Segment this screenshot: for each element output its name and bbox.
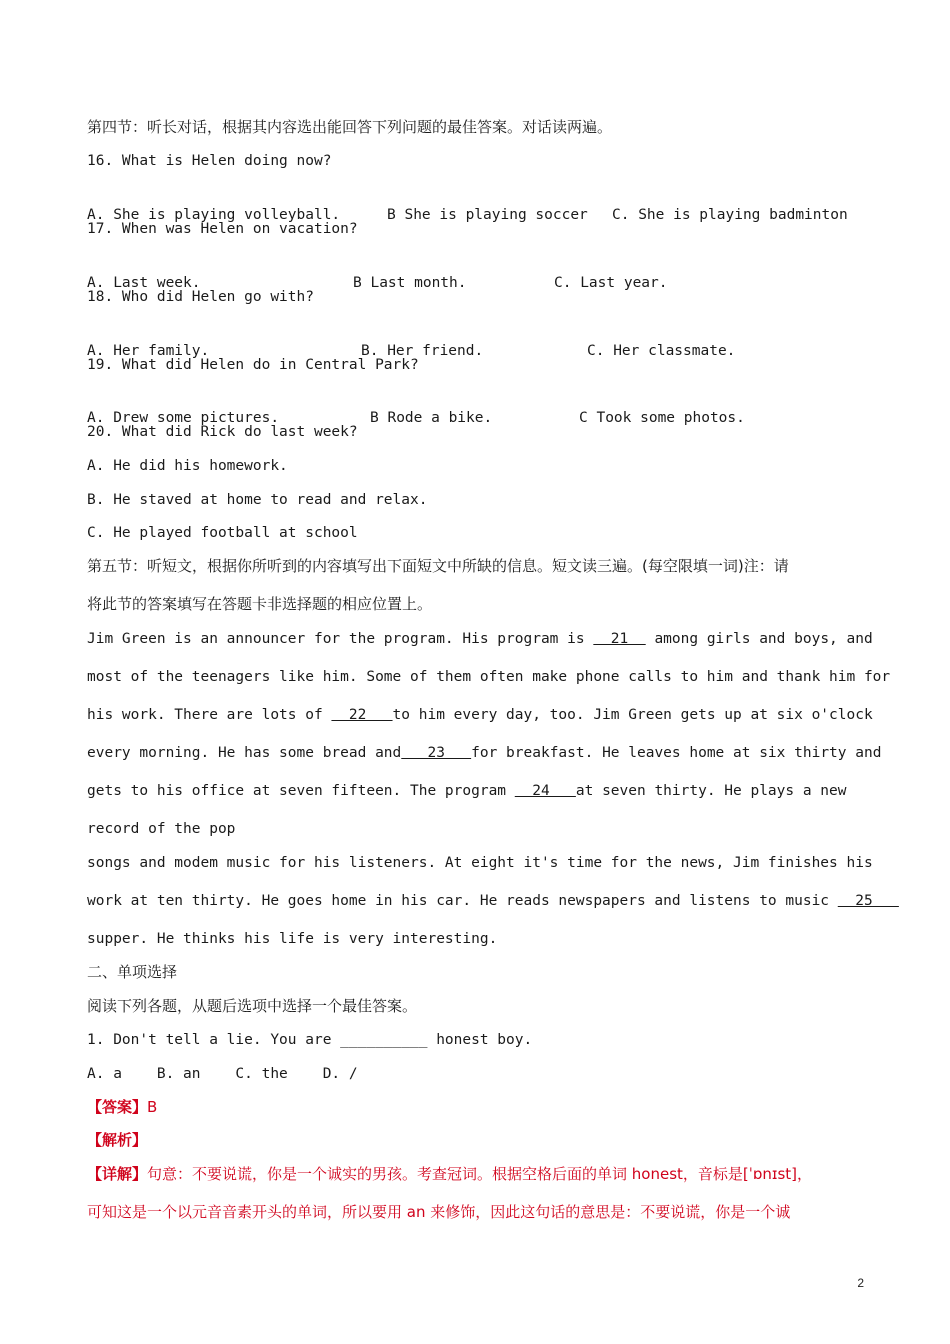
passage-line-2: most of the teenagers like him. Some of them often make phone calls to him and thank him for xyxy=(87,669,891,685)
analysis-label-text: 【解析】 xyxy=(87,1131,148,1149)
passage-line-6: record of the pop xyxy=(87,821,236,837)
passage-line-8 xyxy=(87,891,899,911)
answer-value: B xyxy=(147,1098,158,1116)
passage-text: to him every day, too. Jim Green gets up at six o'clock xyxy=(392,707,873,723)
passage-text: gets to his office at seven fifteen. The program xyxy=(87,783,515,799)
page-number: 2 xyxy=(857,1276,864,1290)
q18-option-c: C. Her classmate. xyxy=(587,343,736,359)
blank-25: 25 xyxy=(837,893,899,909)
passage-text: among girls and boys, and xyxy=(645,631,873,647)
passage-line-7: songs and modem music for his listeners. At eight it's time for the news, Jim finishes his xyxy=(87,855,873,871)
q17-option-b: B Last month. xyxy=(353,275,467,291)
q16-option-c: C. She is playing badminton xyxy=(612,207,848,223)
q20-option-c: C. He played football at school xyxy=(87,525,358,541)
question-17: 17. When was Helen on vacation? xyxy=(87,221,358,237)
mc-question-1: 1. Don't tell a lie. You are __________ honest boy. xyxy=(87,1032,533,1048)
passage-text: Jim Green is an announcer for the program. His program is xyxy=(87,631,594,647)
q16-option-a: A. She is playing volleyball. xyxy=(87,207,341,223)
q18-option-b: B. Her friend. xyxy=(361,343,484,359)
passage-line-3 xyxy=(87,705,873,725)
passage-text: every morning. He has some bread and xyxy=(87,745,402,761)
passage-text: work at ten thirty. He goes home in his car. He reads newspapers and listens to music xyxy=(87,893,838,909)
question-19: 19. What did Helen do in Central Park? xyxy=(87,357,419,373)
passage-line-1 xyxy=(87,629,873,649)
detail-line-2: 可知这是一个以元音音素开头的单词，所以要用 an 来修饰，因此这句话的意思是：不要说谎，你是一个诚 xyxy=(87,1203,791,1221)
question-16: 16. What is Helen doing now? xyxy=(87,153,332,169)
q17-option-c: C. Last year. xyxy=(554,275,668,291)
mc-question-1-options: A. a B. an C. the D. / xyxy=(87,1066,358,1082)
section5-title-line2: 将此节的答案填写在答题卡非选择题的相应位置上。 xyxy=(87,595,433,613)
detail-text-1: 句意：不要说谎，你是一个诚实的男孩。考查冠词。根据空格后面的单词 honest，音标是[ˈɒnɪst]， xyxy=(147,1165,813,1183)
blank-22: 22 xyxy=(331,707,393,723)
part2-instruction: 阅读下列各题，从题后选项中选择一个最佳答案。 xyxy=(87,997,418,1015)
detail-line-1 xyxy=(87,1164,812,1184)
section4-title: 第四节：听长对话，根据其内容选出能回答下列问题的最佳答案。对话读两遍。 xyxy=(87,118,613,136)
blank-21: 21 xyxy=(593,631,646,647)
passage-text: for breakfast. He leaves home at six thirty and xyxy=(471,745,882,761)
q17-option-a: A. Last week. xyxy=(87,275,201,291)
part2-heading: 二、单项选择 xyxy=(87,963,178,981)
blank-24: 24 xyxy=(514,783,576,799)
passage-line-5 xyxy=(87,781,847,801)
blank-23: 23 xyxy=(401,745,472,761)
q20-option-a: A. He did his homework. xyxy=(87,458,288,474)
passage-text: at seven thirty. He plays a new xyxy=(575,783,847,799)
passage-line-4 xyxy=(87,743,881,763)
q16-option-b: B She is playing soccer xyxy=(387,207,588,223)
q19-option-c: C Took some photos. xyxy=(579,410,745,426)
passage-line-9: supper. He thinks his life is very interesting. xyxy=(87,931,498,947)
question-18: 18. Who did Helen go with? xyxy=(87,289,314,305)
detail-label: 【详解】 xyxy=(87,1165,148,1183)
question-20: 20. What did Rick do last week? xyxy=(87,424,358,440)
q18-option-a: A. Her family. xyxy=(87,343,210,359)
answer-label: 【答案】 xyxy=(87,1098,148,1116)
analysis-label xyxy=(87,1130,147,1150)
q19-option-a: A. Drew some pictures. xyxy=(87,410,280,426)
section5-title-line1: 第五节：听短文，根据你所听到的内容填写出下面短文中所缺的信息。短文读三遍。(每空限填一词)注：请 xyxy=(87,557,789,575)
answer-line xyxy=(87,1097,157,1117)
passage-text: his work. There are lots of xyxy=(87,707,332,723)
q19-option-b: B Rode a bike. xyxy=(370,410,493,426)
q20-option-b: B. He staved at home to read and relax. xyxy=(87,492,428,508)
